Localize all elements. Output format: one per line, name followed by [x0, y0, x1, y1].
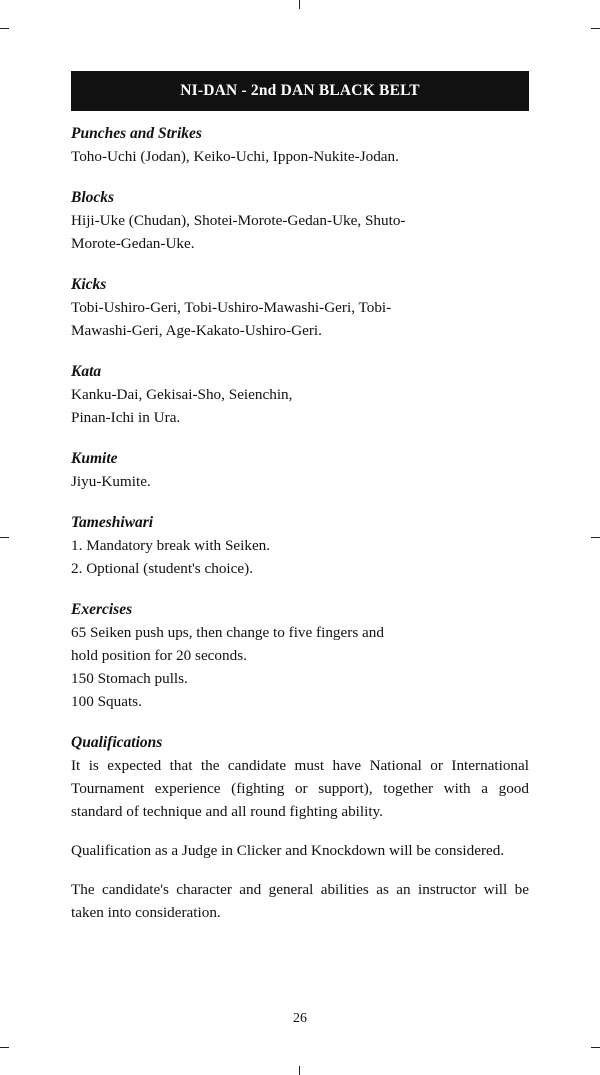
section-tameshiwari [71, 511, 529, 580]
body-line: hold position for 20 seconds. [71, 647, 247, 664]
body-line: 100 Squats. [71, 693, 142, 710]
page-title-banner: NI-DAN - 2nd DAN BLACK BELT [71, 71, 529, 111]
section-blocks [71, 186, 529, 255]
body-line: Toho-Uchi (Jodan), Keiko-Uchi, Ippon-Nukite-Jodan. [71, 148, 399, 165]
crop-mark-right-top [591, 28, 600, 29]
section-body [71, 470, 529, 493]
section-heading: Blocks [71, 189, 115, 206]
body-line: Morote-Gedan-Uke. [71, 235, 195, 252]
body-line: Pinan-Ichi in Ura. [71, 409, 181, 426]
body-line: Hiji-Uke (Chudan), Shotei-Morote-Gedan-Uke, Shuto- [71, 212, 406, 229]
section-kicks [71, 273, 529, 342]
crop-mark-right-middle [591, 537, 600, 538]
section-heading: Tameshiwari [71, 514, 154, 531]
crop-mark-left-bottom [0, 1047, 9, 1048]
section-heading: Kumite [71, 450, 118, 467]
section-exercises [71, 598, 529, 713]
section-kumite [71, 447, 529, 493]
body-line: Jiyu-Kumite. [71, 473, 151, 490]
crop-mark-bottom [299, 1066, 300, 1075]
section-body [71, 754, 529, 924]
section-body [71, 209, 529, 255]
section-heading: Qualifications [71, 734, 163, 751]
body-line: Tobi-Ushiro-Geri, Tobi-Ushiro-Mawashi-Geri, Tobi- [71, 299, 392, 316]
section-body [71, 296, 529, 342]
paragraph: It is expected that the candidate must have National or International Tournament experience (fighting or support), together with a good standard of technique and all round fighting ability. [71, 757, 529, 820]
body-line: 1. Mandatory break with Seiken. [71, 537, 271, 554]
section-heading: Kata [71, 363, 102, 380]
body-line: Mawashi-Geri, Age-Kakato-Ushiro-Geri. [71, 322, 322, 339]
section-body [71, 534, 529, 580]
section-body [71, 621, 529, 713]
crop-mark-left-top [0, 28, 9, 29]
section-punches [71, 122, 529, 168]
body-line: 65 Seiken push ups, then change to five fingers and [71, 624, 384, 641]
page-content [71, 71, 529, 924]
section-body [71, 145, 529, 168]
section-heading: Punches and Strikes [71, 125, 202, 142]
section-body [71, 383, 529, 429]
crop-mark-top [299, 0, 300, 9]
body-line: Kanku-Dai, Gekisai-Sho, Seienchin, [71, 386, 293, 403]
page-number: 26 [293, 1011, 307, 1026]
crop-mark-right-bottom [591, 1047, 600, 1048]
section-heading: Kicks [71, 276, 107, 293]
crop-mark-left-middle [0, 537, 9, 538]
body-line: 150 Stomach pulls. [71, 670, 188, 687]
section-kata [71, 360, 529, 429]
section-heading: Exercises [71, 601, 133, 618]
section-qualifications [71, 731, 529, 924]
paragraph: Qualification as a Judge in Clicker and Knockdown will be considered. [71, 842, 505, 859]
paragraph: The candidate's character and general abilities as an instructor will be taken into consideration. [71, 881, 529, 921]
body-line: 2. Optional (student's choice). [71, 560, 253, 577]
